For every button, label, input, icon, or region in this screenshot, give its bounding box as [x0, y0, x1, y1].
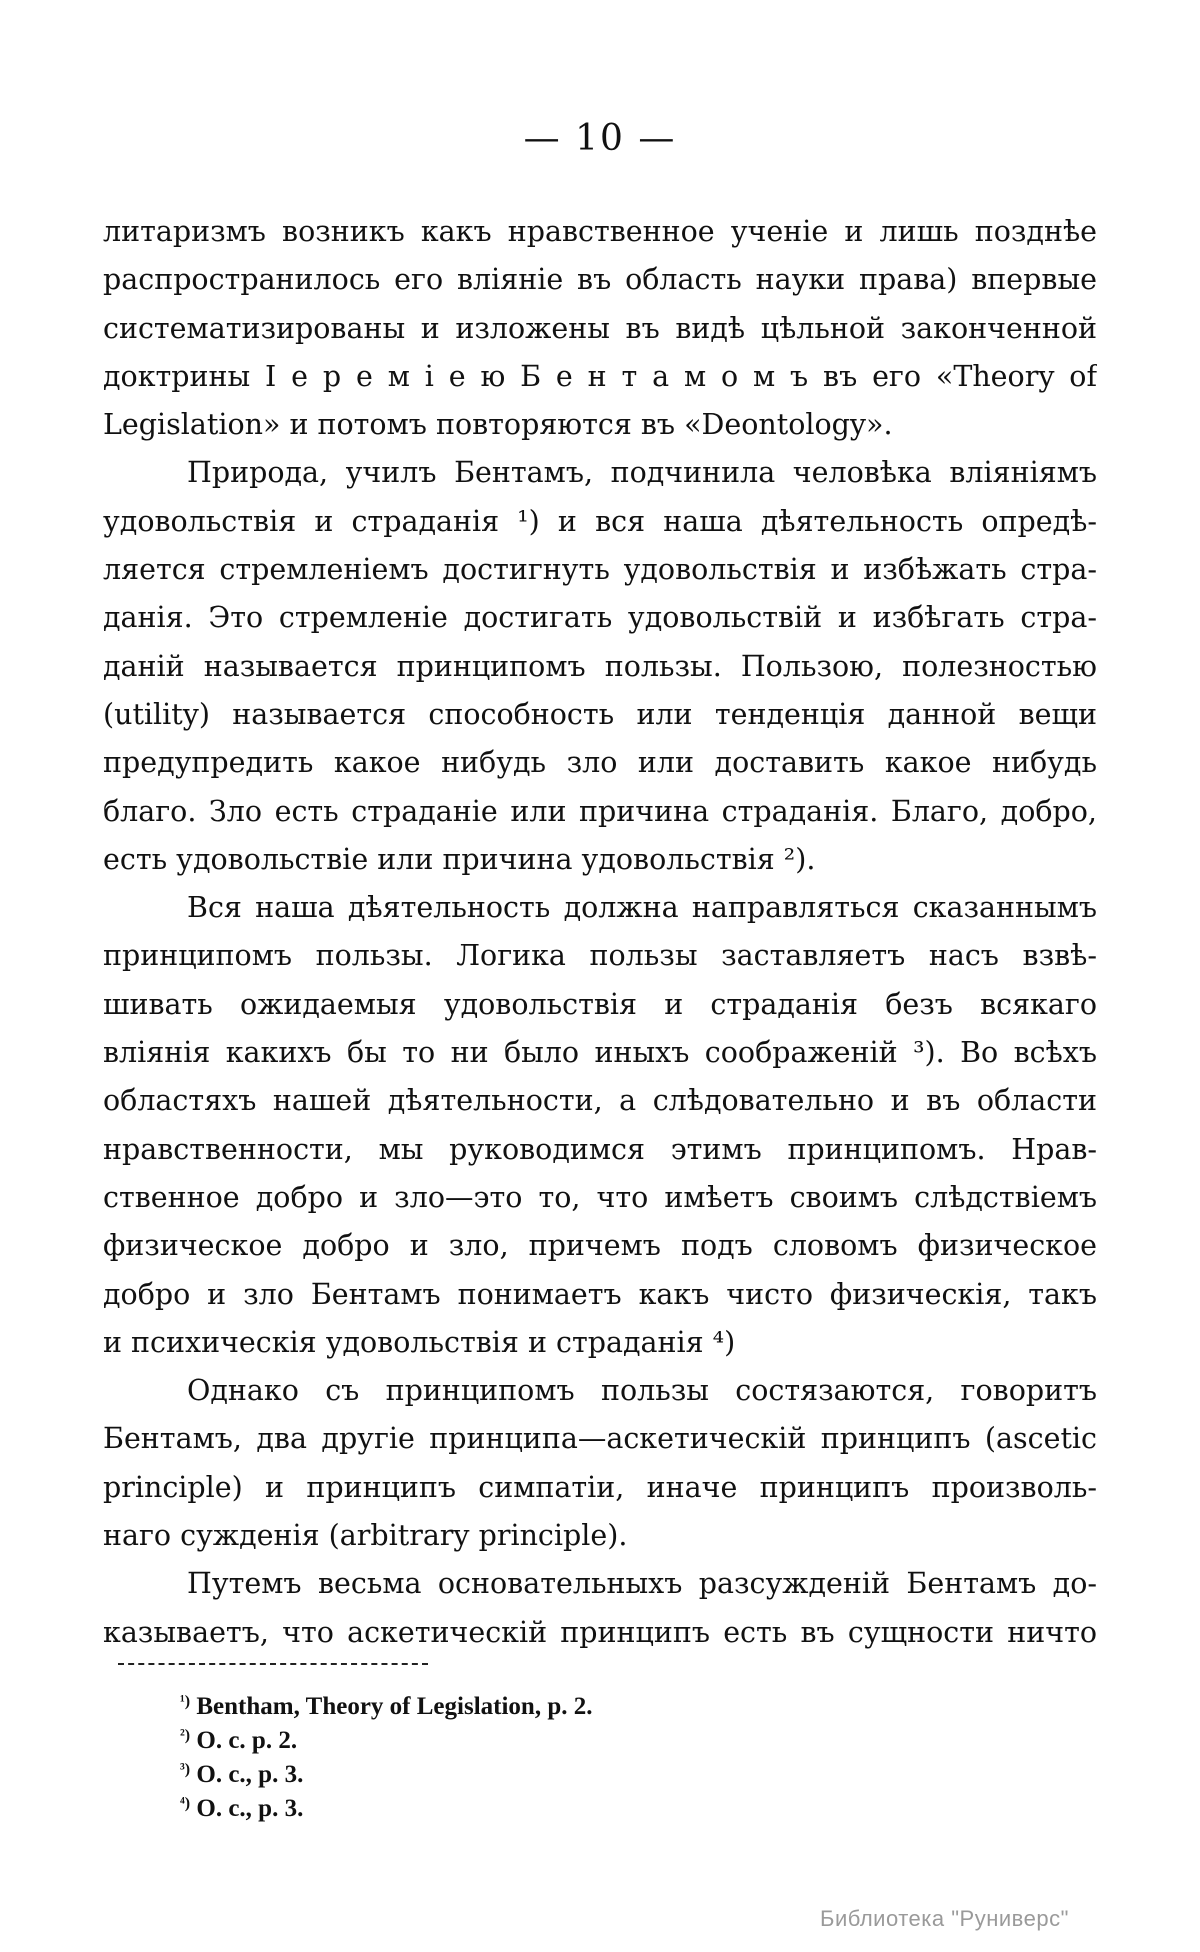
footnote-text: O. c. p. 2.: [196, 1727, 298, 1754]
footnote-marker: ¹): [180, 1693, 191, 1710]
page-number: — 10 —: [523, 118, 677, 159]
text-line: даній называется принципомъ пользы. Пользою, полезностью: [103, 649, 1097, 683]
text-line: областяхъ нашей дѣятельности, а слѣдовательно и въ области: [103, 1084, 1097, 1118]
body-text: [103, 208, 1097, 1657]
text-line: казываетъ, что аскетическій принципъ есть въ сущности ничто: [103, 1615, 1097, 1649]
footnote-text: O. c., p. 3.: [196, 1795, 304, 1822]
text-line: Бентамъ, два другіе принципа—аскетическій принципъ (ascetic: [103, 1422, 1097, 1456]
paragraph-start-line: Путемъ весьма основательныхъ разсужденій Бентамъ до-: [187, 1567, 1097, 1601]
text-line: ляется стремленіемъ достигнуть удовольствія и избѣжать стра-: [103, 553, 1097, 587]
text-line: ственное добро и зло—это то, что имѣетъ своимъ слѣдствіемъ: [103, 1180, 1097, 1214]
text-line: данія. Это стремленіе достигать удовольствій и избѣгать стра-: [103, 601, 1097, 635]
text-line: распространилось его вліяніе въ область науки права) впервые: [103, 263, 1097, 297]
text-line: и психическія удовольствія и страданія ⁴): [103, 1325, 736, 1359]
footnote-text: O. c., p. 3.: [196, 1761, 304, 1788]
text-line: принципомъ пользы. Логика пользы заставляетъ насъ взвѣ-: [103, 939, 1097, 973]
text-line: благо. Зло есть страданіе или причина страданія. Благо, добро,: [103, 794, 1097, 828]
text-line: нравственности, мы руководимся этимъ принципомъ. Нрав-: [103, 1132, 1097, 1166]
footnote: [180, 1787, 592, 1821]
footnote-marker: ⁴): [180, 1795, 191, 1812]
text-line: principle) и принципъ симпатіи, иначе принципъ произволь-: [103, 1470, 1097, 1504]
text-line: (utility) называется способность или тенденція данной вещи: [103, 697, 1097, 731]
paragraph-start-line: Вся наша дѣятельность должна направляться сказаннымъ: [187, 891, 1097, 925]
paragraph-start-line: Однако съ принципомъ пользы состязаются, говоритъ: [187, 1374, 1097, 1408]
text-line: добро и зло Бентамъ понимаетъ какъ чисто физическія, такъ: [103, 1277, 1097, 1311]
footnote-marker: ²): [180, 1727, 191, 1744]
text-line: литаризмъ возникъ какъ нравственное ученіе и лишь позднѣе: [103, 215, 1097, 248]
library-watermark: Библиотека "Руниверс": [820, 1906, 1069, 1931]
text-line: шивать ожидаемыя удовольствія и страданія безъ всякаго: [103, 987, 1097, 1021]
text-line: наго сужденія (arbitrary principle).: [103, 1519, 628, 1553]
footnote: [180, 1719, 592, 1753]
text-line: Legislation» и потомъ повторяются въ «Deontology».: [103, 408, 893, 442]
footnote: [180, 1685, 592, 1719]
footnote-marker: ³): [180, 1761, 191, 1778]
text-line: удовольствія и страданія ¹) и вся наша дѣятельность опредѣ-: [103, 504, 1097, 538]
footnote: [180, 1753, 592, 1787]
footnote-divider: [118, 1663, 428, 1665]
footnote-text: Bentham, Theory of Legislation, p. 2.: [196, 1693, 593, 1720]
text-line: вліянія какихъ бы то ни было иныхъ соображеній ³). Во всѣхъ: [103, 1036, 1097, 1070]
text-line: физическое добро и зло, причемъ подъ словомъ физическое: [103, 1229, 1097, 1263]
text-line: предупредить какое нибудь зло или доставить какое нибудь: [103, 746, 1097, 780]
footnotes: [180, 1685, 592, 1821]
text-line: систематизированы и изложены въ видѣ цѣльной законченной: [103, 311, 1097, 345]
paragraph-start-line: Природа, училъ Бентамъ, подчинила человѣка вліяніямъ: [187, 456, 1097, 490]
text-line: доктрины І е р е м і е ю Б е н т а м о м ъ въ его «Theory of: [103, 359, 1097, 393]
text-line: есть удовольствіе или причина удовольствія ²).: [103, 842, 816, 876]
